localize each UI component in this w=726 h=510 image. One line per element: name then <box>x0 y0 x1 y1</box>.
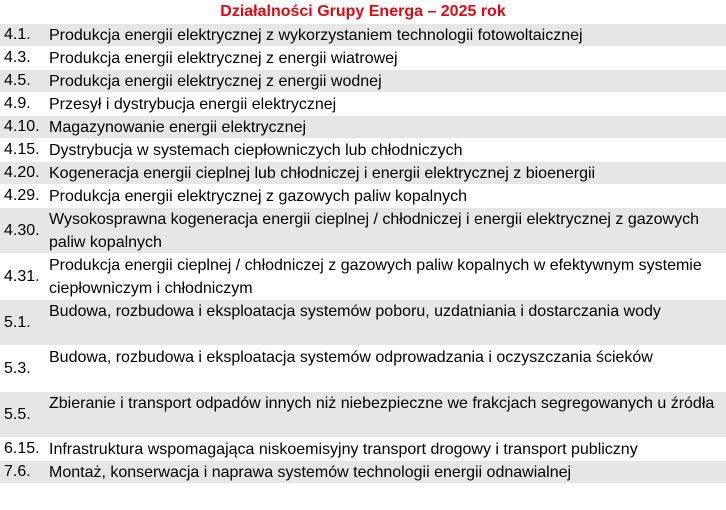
activity-description: Kogeneracja energii cieplnej lub chłodniczej i energii elektrycznej z bioenergii <box>49 165 596 182</box>
table-row <box>0 185 726 208</box>
activity-code: 5.1. <box>4 313 31 331</box>
table-row <box>0 300 726 346</box>
activity-description: Produkcja energii elektrycznej z energii wodnej <box>49 73 382 90</box>
activity-code: 4.29. <box>4 187 40 204</box>
table-row <box>0 93 726 116</box>
activity-description: Zbieranie i transport odpadów innych niż niebezpieczne we frakcjach segregowanych u źródła <box>49 395 715 412</box>
activity-description: Budowa, rozbudowa i eksploatacja systemów poboru, uzdatniania i dostarczania wody <box>49 303 661 320</box>
activity-code: 5.5. <box>4 405 31 423</box>
activity-code: 7.6. <box>4 463 31 480</box>
table-row <box>0 24 726 47</box>
activity-code: 4.3. <box>4 49 31 66</box>
activities-table <box>0 24 726 484</box>
table-row <box>0 47 726 70</box>
activity-code: 4.1. <box>4 26 31 43</box>
table-row <box>0 254 726 300</box>
table-row <box>0 116 726 139</box>
table-row <box>0 70 726 93</box>
activity-code: 4.5. <box>4 72 31 89</box>
table-row <box>0 208 726 254</box>
activity-description: Montaż, konserwacja i naprawa systemów technologii energii odnawialnej <box>49 464 572 481</box>
page-title: Działalności Grupy Energa – 2025 rok <box>220 3 506 20</box>
activity-code: 4.9. <box>4 95 31 112</box>
activity-description: Produkcja energii elektrycznej z wykorzystaniem technologii fotowoltaicznej <box>49 27 583 44</box>
activity-code: 4.15. <box>4 141 40 158</box>
activity-description: Produkcja energii elektrycznej z gazowych paliw kopalnych <box>49 188 467 205</box>
activity-description: Magazynowanie energii elektrycznej <box>49 119 307 136</box>
table-row <box>0 139 726 162</box>
activity-code: 4.10. <box>4 118 40 135</box>
table-row <box>0 461 726 484</box>
activity-description: Produkcja energii elektrycznej z energii wiatrowej <box>49 50 398 67</box>
activity-description: Przesył i dystrybucja energii elektrycznej <box>49 96 337 113</box>
activity-description: Produkcja energii cieplnej / chłodniczej z gazowych paliw kopalnych w efektywnym systemie ciepłowniczym i chłodniczym <box>49 257 702 297</box>
activity-code: 4.31. <box>4 267 40 285</box>
activity-description: Dystrybucja w systemach ciepłowniczych lub chłodniczych <box>49 142 463 159</box>
table-row <box>0 438 726 461</box>
activity-code: 6.15. <box>4 440 40 457</box>
activity-code: 5.3. <box>4 359 31 377</box>
table-row <box>0 392 726 438</box>
table-row <box>0 162 726 185</box>
activity-code: 4.20. <box>4 164 40 181</box>
activity-description: Infrastruktura wspomagająca niskoemisyjny transport drogowy i transport publiczny <box>49 441 638 458</box>
activity-description: Wysokosprawna kogeneracja energii cieplnej / chłodniczej i energii elektrycznej z gazowych paliw kopalnych <box>49 211 699 251</box>
activity-description: Budowa, rozbudowa i eksploatacja systemów odprowadzania i oczyszczania ścieków <box>49 349 653 366</box>
activity-code: 4.30. <box>4 221 40 239</box>
table-row <box>0 346 726 392</box>
